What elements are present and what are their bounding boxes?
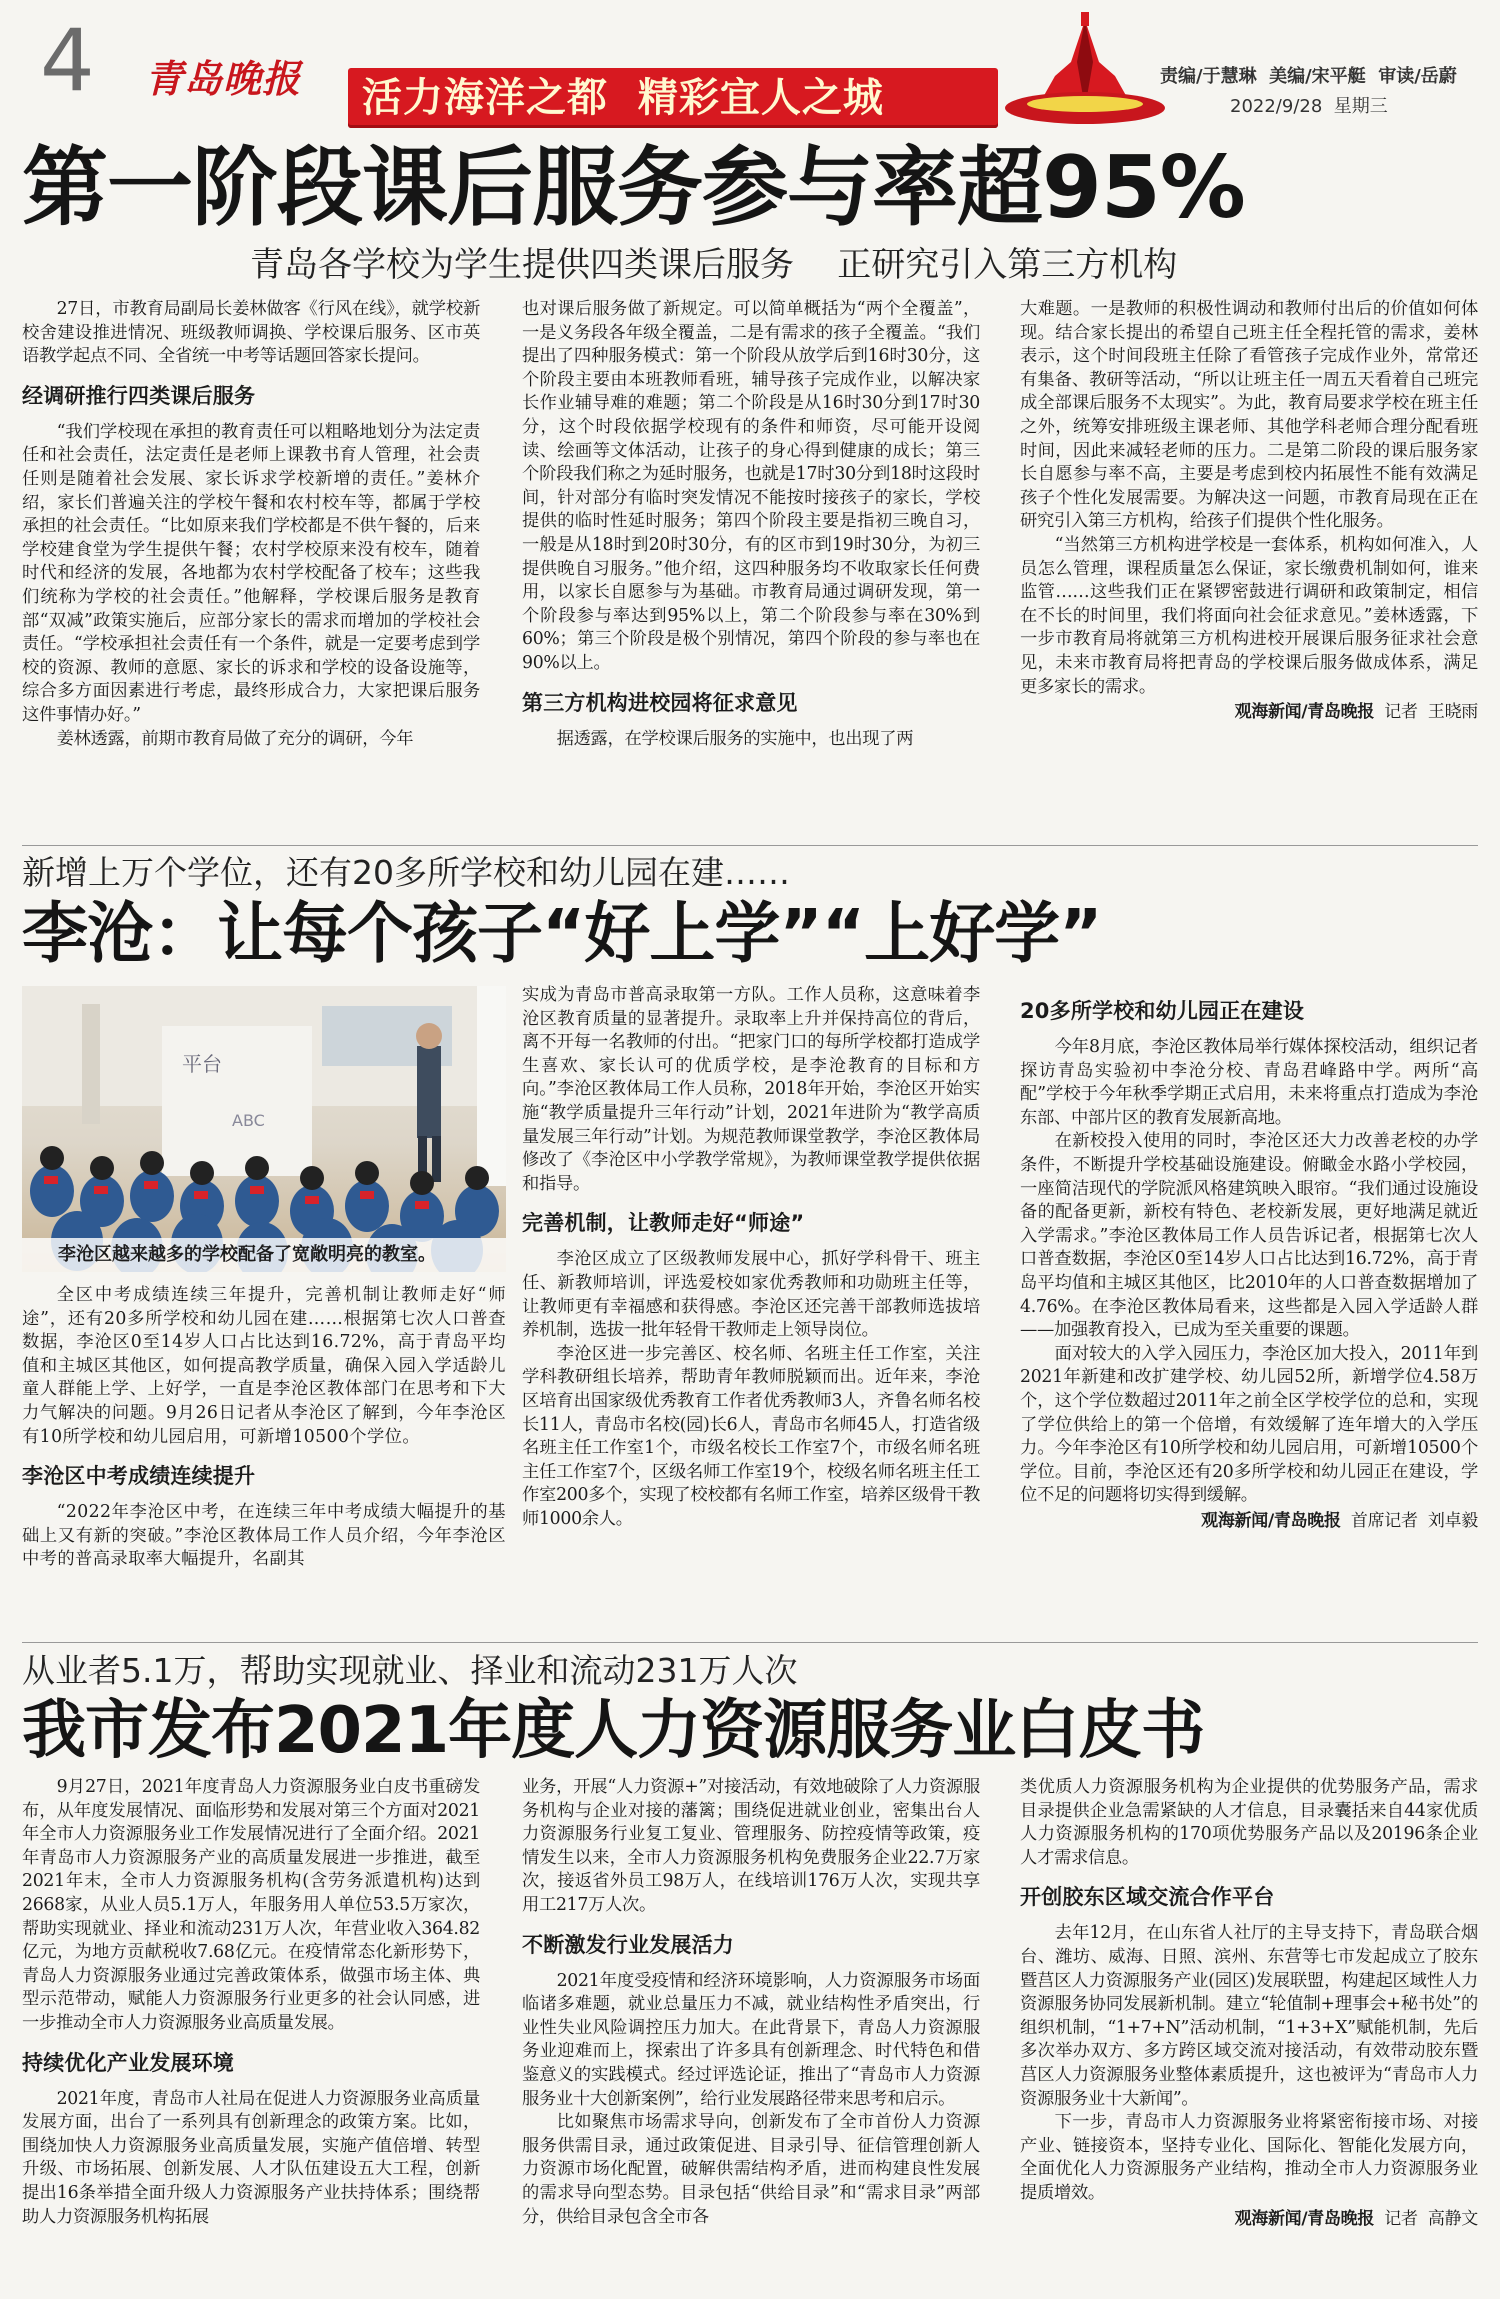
issue-date: 2022/9/28 星期三 <box>1230 96 1388 117</box>
byline <box>1020 1510 1478 1534</box>
paragraph: “我们学校现在承担的教育责任可以粗略地划分为法定责任和社会责任，法定责任是老师上课教书育人管理，社会责任则是随着社会发展、家长诉求学校新增的责任。”姜林介绍，家长们普遍关注的学校午餐和农村校车等，都属于学校承担的社会责任。“比如原来我们学校都是不供午餐的，后来学校建食堂为学生提供午餐；农村学校原来没有校车，随着时代和经济的发展，各地都为农村学校配备了校车；这些我们统称为学校的社会责任。”他解释，学校课后服务是教育部“双减”政策实施后，应部分家长的需求而增加的学校社会责任。“学校承担社会责任有一个条件，就是一定要考虑到学校的资源、教师的意愿、家长的诉求和学校的设备设施等，综合多方面因素进行考虑，最终形成合力，大家把课后服务这件事情办好。” <box>22 421 480 725</box>
board-text: 平台 <box>182 1052 222 1076</box>
paragraph: 2021年度，青岛市人社局在促进人力资源服务业高质量发展方面，出台了一系列具有创新理念的政策方案。比如，围绕加快人力资源服务业高质量发展，实施产值倍增、转型升级、市场拓展、创新发展、人才队伍建设五大工程，创新提出16条举措全面升级人力资源服务产业扶持体系；围绕帮助人力资源服务机构拓展 <box>22 2088 480 2227</box>
paragraph: 今年8月底，李沧区教体局举行媒体探校活动，组织记者探访青岛实验初中李沧分校、青岛君峰路中学。两所“高配”学校于今年秋季学期正式启用，未来将重点打造成为李沧东部、中部片区的教育发展新高地。 <box>1020 1037 1478 1128</box>
byline-source: 观海新闻/青岛晚报 <box>1234 702 1375 723</box>
article2-kicker: 新增上万个学位，还有20多所学校和幼儿园在建…… <box>22 853 790 892</box>
newspaper-logo: 青岛晚报 <box>145 56 302 101</box>
paragraph: 去年12月，在山东省人社厅的主导支持下，青岛联合烟台、潍坊、威海、日照、滨州、东营等七市发起成立了胶东暨莒区人力资源服务产业(园区)发展联盟，构建起区域性人力资源服务协同发展新机制。建立“轮值制+理事会+秘书处”的组织机制，“1+7+N”活动机制，“1+3+X”赋能机制，先后多次举办双方、多方跨区域交流对接活动，有效带动胶东暨莒区人力资源服务业整体素质提升，这也被评为“青岛市人力资源服务业十大新闻”。 <box>1020 1923 1478 2109</box>
paragraph: 全区中考成绩连续三年提升，完善机制让教师走好“师途”，还有20多所学校和幼儿园在建……根据第七次人口普查数据，李沧区0至14岁人口占比达到16.72%，高于青岛平均值和主城区其他区，如何提高教学质量，确保入园入学适龄儿童人群能上学、上好学，一直是李沧区教体部门在思考和下大力气解决的问题。9月26日记者从李沧区了解到，今年李沧区有10所学校和幼儿园启用，可新增10500个学位。 <box>22 1285 506 1447</box>
byline-source: 观海新闻/青岛晚报 <box>1234 2208 1375 2229</box>
paragraph: 姜林透露，前期市教育局做了充分的调研，今年 <box>56 728 414 749</box>
paragraph: 大难题。一是教师的积极性调动和教师付出后的价值如何体现。结合家长提出的希望自己班主任全程托管的需求，姜林表示，这个时间段班主任除了看管孩子完成作业外，常常还有集备、教研等活动，“所以让班主任一周五天看着自己班完成全部课后服务不太现实”。为此，教育局要求学校在班主任之外，统筹安排班级主课老师、其他学科老师合理分配看班时间，因此来减轻老师的压力。二是第二阶段的课后服务家长自愿参与率不高，主要是考虑到校内拓展性不能有效满足孩子个性化发展需要。为解决这一问题，市教育局现在正在研究引入第三方机构，给孩子们提供个性化服务。 <box>1020 299 1478 532</box>
article1-column-3 <box>1020 298 1478 838</box>
article1-column-2 <box>522 298 980 822</box>
paragraph: 类优质人力资源服务机构为企业提供的优势服务产品，需求目录提供企业急需紧缺的人才信息，目录囊括来自44家优质人力资源服务机构的170项优势服务产品以及20196条企业人才需求信息。 <box>1020 1777 1478 1868</box>
section-divider <box>22 845 1478 846</box>
paragraph: 27日，市教育局副局长姜林做客《行风在线》，就学校新校舍建设推进情况、班级教师调换、学校课后服务、区市英语教学起点不同、全省统一中考等话题回答家长提问。 <box>22 299 480 367</box>
byline-reporter: 记者 高静文 <box>1374 2208 1478 2229</box>
paragraph: 2021年度受疫情和经济环境影响，人力资源服务市场面临诸多难题，就业总量压力不减，就业结构性矛盾突出，行业性失业风险调控压力加大。在此背景下，青岛人力资源服务业迎难而上，探索出了许多具有创新理念、时代特色和借鉴意义的实践模式。经过评选论证，推出了“青岛市人力资源服务业十大创新案例”，给行业发展路径带来思考和启示。 <box>522 1970 980 2109</box>
section-heading: 持续优化产业发展环境 <box>22 2050 234 2075</box>
byline-reporter: 记者 王晓雨 <box>1374 702 1478 723</box>
paragraph: “2022年李沧区中考，在连续三年中考成绩大幅提升的基础上又有新的突破。”李沧区教体局工作人员介绍，今年李沧区中考的普高录取率大幅提升，名副其 <box>22 1502 506 1570</box>
section-heading: 李沧区中考成绩连续提升 <box>22 1464 256 1489</box>
section-heading: 完善机制，让教师走好“师途” <box>522 1211 805 1236</box>
paragraph: 业务，开展“人力资源+”对接活动，有效地破除了人力资源服务机构与企业对接的藩篱；围绕促进就业创业，密集出台人力资源服务行业复工复业、管理服务、防控疫情等政策，疫情发生以来，全市人力资源服务机构免费服务企业22.7万家次，接返省外员工98万人，在线培训176万人次，实现共享用工217万人次。 <box>522 1777 980 1915</box>
paragraph: 实成为青岛市普高录取第一方队。工作人员称，这意味着李沧区教育质量的显著提升。录取率上升并保持高位的背后，离不开每一名教师的付出。“把家门口的每所学校都打造成学生喜欢、家长认可的优质学校，是李沧教育的目标和方向。”李沧区教体局工作人员称，2018年开始，李沧区开始实施“教学质量提升三年行动”计划，2021年进阶为“教学高质量发展三年行动”计划。为规范教师课堂教学，李沧区教体局修改了《李沧区中小学教学常规》，为教师课堂教学提供依据和指导。 <box>522 985 980 1194</box>
article1-headline: 第一阶段课后服务参与率超95% <box>22 138 1245 238</box>
classroom-photo <box>22 986 506 1272</box>
paragraph: 据透露，在学校课后服务的实施中，也出现了两 <box>556 728 914 749</box>
photo-illustration <box>22 986 506 1272</box>
board-chalk: ABC <box>232 1111 265 1130</box>
article2-column-2 <box>522 984 980 1624</box>
article1-column-1 <box>22 298 480 822</box>
article2-column-3 <box>1020 984 1478 1639</box>
article3-column-2 <box>522 1776 980 2296</box>
article3-kicker: 从业者5.1万，帮助实现就业、择业和流动231万人次 <box>22 1651 798 1690</box>
section-divider <box>22 1642 1478 1643</box>
paragraph: 面对较大的入学入园压力，李沧区加大投入，2011年到2021年新建和改扩建学校、幼儿园52所，新增学位4.58万个，这个学位数超过2011年之前全区学校学位的总和，实现了学位供给上的第一个倍增，有效缓解了连年增大的入学压力。今年李沧区有10所学校和幼儿园启用，可新增10500个学位。目前，李沧区还有20多所学校和幼儿园正在建设，学位不足的问题将切实得到缓解。 <box>1020 1343 1478 1506</box>
paragraph: 李沧区进一步完善区、校名师、名班主任工作室，关注学科教研组长培养，帮助青年教师脱颖而出。近年来，李沧区培育出国家级优秀教育工作者优秀教师3人，齐鲁名师名校长11人，青岛市名校(园)长6人，青岛市名师45人，打造省级名班主任工作室1个，市级名校长工作室7个，市级名师名班主任工作室7个，区级名师工作室19个，校级名师名班主任工作室200多个，实现了校校都有名师工作室，培养区级骨干教师1000余人。 <box>522 1343 980 1529</box>
byline-reporter: 首席记者 刘卓毅 <box>1340 1510 1478 1531</box>
section-heading: 不断激发行业发展活力 <box>522 1932 734 1957</box>
tower-emblem-icon <box>995 12 1175 130</box>
paragraph: 下一步，青岛市人力资源服务业将紧密衔接市场、对接产业、链接资本，坚持专业化、国际化、智能化发展方向，全面优化人力资源服务产业结构，推动全市人力资源服务业提质增效。 <box>1020 2112 1478 2203</box>
page-number: 4 <box>40 11 95 111</box>
masthead <box>0 0 1500 130</box>
article1-subhead: 青岛各学校为学生提供四类课后服务 正研究引入第三方机构 <box>250 245 1178 285</box>
byline <box>1020 701 1478 725</box>
photo-caption: 李沧区越来越多的学校配备了宽敞明亮的教室。 <box>22 1238 506 1272</box>
article3-column-1 <box>22 1776 480 2296</box>
byline-source: 观海新闻/青岛晚报 <box>1201 1510 1341 1531</box>
byline <box>1020 2208 1478 2232</box>
paragraph: 9月27日，2021年度青岛人力资源服务业白皮书重磅发布，从年度发展情况、面临形势和发展对第三个方面对2021年全市人力资源服务业工作发展情况进行了全面介绍。2021年青岛市人力资源服务产业的高质量发展进一步推进，截至2021年末，全市人力资源服务机构(含劳务派遣机构)达到2668家，从业人员5.1万人，年服务用人单位53.5万家次，帮助实现就业、择业和流动231万人次，年营业收入364.82亿元，为地方贡献税收7.68亿元。在疫情常态化新形势下，青岛人力资源服务业通过完善政策体系，做强市场主体、典型示范带动，赋能人力资源服务行业更多的社会认同感，进一步推动全市人力资源服务业高质量发展。 <box>22 1777 480 2033</box>
paragraph: 也对课后服务做了新规定。可以简单概括为“两个全覆盖”，一是义务段各年级全覆盖，二是有需求的孩子全覆盖。“我们提出了四种服务模式：第一个阶段从放学后到16时30分，这个阶段主要由本班教师看班，辅导孩子完成作业，以解决家长作业辅导难的难题；第二个阶段是从16时30分到17时30分，这个时段依据学校现有的条件和师资，尽可能开设阅读、绘画等文体活动，让孩子的身心得到健康的成长；第三个阶段我们称之为延时服务，也就是17时30分到18时这段时间，针对部分有临时突发情况不能按时接孩子的家长，学校提供的临时性延时服务；第四个阶段主要是指初三晚自习，一般是从18时到20时30分，有的区市到19时30分，为初三提供晚自习服务。”他介绍，这四种服务均不收取家长任何费用，以家长自愿参与为基础。市教育局通过调研发现，第一个阶段参与率达到95%以上，第二个阶段参与率在30%到60%；第三个阶段是极个别情况，第四个阶段的参与率也在90%以上。 <box>522 299 980 673</box>
section-heading: 20多所学校和幼儿园正在建设 <box>1020 999 1305 1023</box>
article3-headline: 我市发布2021年度人力资源服务业白皮书 <box>22 1694 1205 1768</box>
editors-line: 责编/于慧琳 美编/宋平艇 审读/岳蔚 <box>1160 66 1457 87</box>
article2-column-1 <box>22 1284 506 1622</box>
article2-headline: 李沧：让每个孩子“好上学”“上好学” <box>22 895 1102 972</box>
paragraph: 李沧区成立了区级教师发展中心，抓好学科骨干、班主任、新教师培训，评选爱校如家优秀教师和功勋班主任等，让教师更有幸福感和获得感。李沧区还完善干部教师选拔培养机制，选拔一批年轻骨干教师走上领导岗位。 <box>522 1249 980 1341</box>
paragraph: 比如聚焦市场需求导向，创新发布了全市首份人力资源服务供需目录，通过政策促进、目录引导、征信管理创新人力资源市场化配置，破解供需结构矛盾，进而构建良性发展的需求导向型态势。目录包括“供给目录”和“需求目录”两部分，供给目录包含全市各 <box>522 2112 980 2227</box>
section-heading: 开创胶东区域交流合作平台 <box>1020 1885 1275 1910</box>
slogan-text: 活力海洋之都 精彩宜人之城 <box>362 75 884 121</box>
article3-column-3 <box>1020 1776 1478 2296</box>
section-heading: 第三方机构进校园将征求意见 <box>522 690 798 715</box>
paragraph: “当然第三方机构进学校是一套体系，机构如何准入，人员怎么管理，课程质量怎么保证，家长缴费机制如何，谁来监管……这些我们正在紧锣密鼓进行调研和政策制定，相信在不长的时间里，我们将面向社会征求意见。”姜林透露，下一步市教育局将就第三方机构进校开展课后服务征求社会意见，未来市教育局将把青岛的学校课后服务做成体系，满足更多家长的需求。 <box>1020 534 1478 697</box>
section-heading: 经调研推行四类课后服务 <box>22 383 256 408</box>
paragraph: 在新校投入使用的同时，李沧区还大力改善老校的办学条件，不断提升学校基础设施建设。俯瞰金水路小学校园，一座简洁现代的学院派风格建筑映入眼帘。“我们通过设施设备的配备更新，新校有特色、老校新发展，更好地满足就近入学需求。”李沧区教体局工作人员告诉记者，根据第七次人口普查数据，李沧区0至14岁人口占比达到16.72%，高于青岛平均值和主城区其他区，比2010年的人口普查数据增加了4.76%。在李沧区教体局看来，这些都是入园入学适龄人群——加强教育投入，已成为至关重要的课题。 <box>1020 1131 1478 1341</box>
